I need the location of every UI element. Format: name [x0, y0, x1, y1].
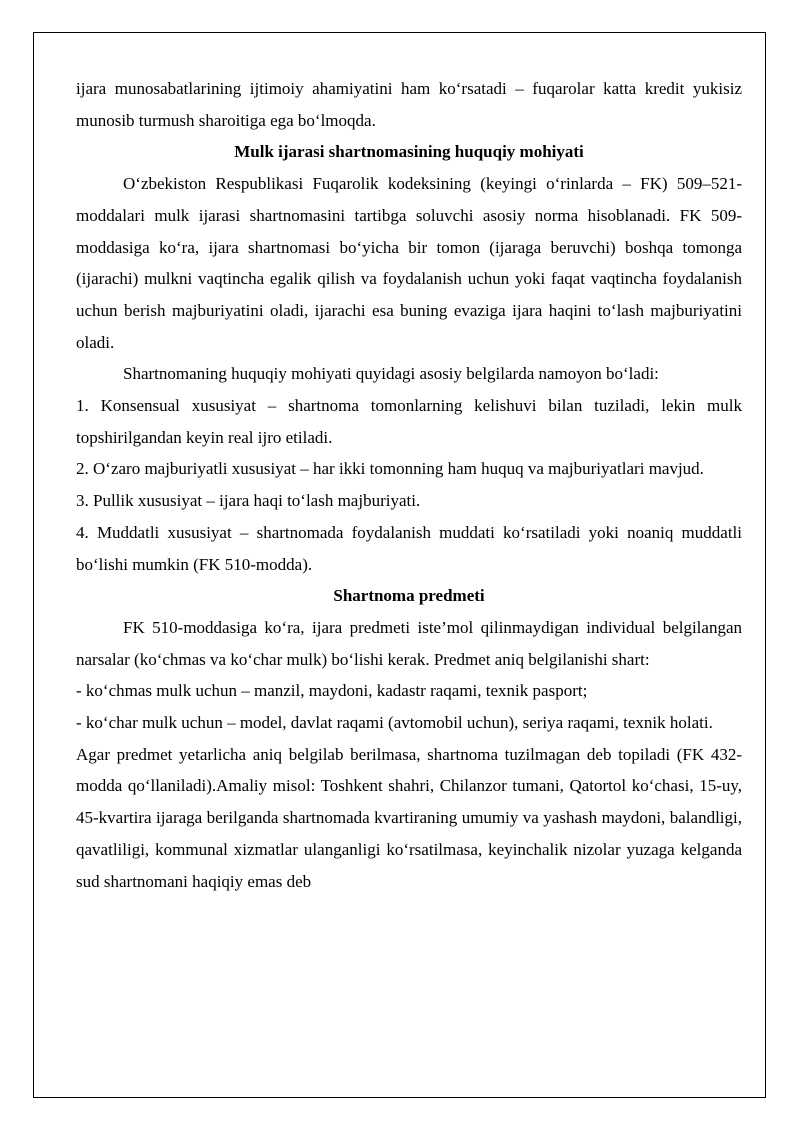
paragraph-example: Agar predmet yetarlicha aniq belgilab berilmasa, shartnoma tuzilmagan deb topiladi (FK 432-modda qo‘llaniladi).Amaliy misol: Toshkent shahri, Chilanzor tumani, Qatortol ko‘chasi, 15-uy, 45-kvartira ijaraga berilganda shartnomada kvartiraning umumiy va yashash maydoni, balandligi, qavatliligi, kommunal xizmatlar ulanganligi ko‘rsatilmasa, keyinchalik nizolar yuzaga kelganda sud shartnomani haqiqiy emas deb: [76, 744, 742, 891]
section-heading-subject: Shartnoma predmeti: [333, 586, 485, 606]
subject-item-immovable: - ko‘chmas mulk uchun – manzil, maydoni, kadastr raqami, texnik pasport;: [76, 681, 588, 701]
paragraph-features-intro: Shartnomaning huquqiy mohiyati quyidagi asosiy belgilarda namoyon bo‘ladi:: [123, 364, 659, 384]
document-body: [76, 73, 742, 897]
section-heading-legal-nature: Mulk ijarasi shartnomasining huquqiy mohiyati: [234, 142, 584, 162]
paragraph-intro: ijara munosabatlarining ijtimoiy ahamiyatini ham ko‘rsatadi – fuqarolar katta kredit yukisiz munosib turmush sharoitiga ega bo‘lmoqda.: [76, 79, 742, 130]
paragraph-subject: FK 510-moddasiga ko‘ra, ijara predmeti iste’mol qilinmaydigan individual belgilangan narsalar (ko‘chmas va ko‘char mulk) bo‘lishi kerak. Predmet aniq belgilanishi shart:: [76, 617, 742, 669]
feature-item-consensual: 1. Konsensual xususiyat – shartnoma tomonlarning kelishuvi bilan tuziladi, lekin mulk topshirilgandan keyin real ijro etiladi.: [76, 396, 742, 447]
feature-item-paid: 3. Pullik xususiyat – ijara haqi to‘lash majburiyati.: [76, 491, 421, 511]
subject-item-movable: - ko‘char mulk uchun – model, davlat raqami (avtomobil uchun), seriya raqami, texnik holati.: [76, 713, 713, 733]
feature-item-term: 4. Muddatli xususiyat – shartnomada foydalanish muddati ko‘rsatiladi yoki noaniq muddatli bo‘lishi mumkin (FK 510-modda).: [76, 522, 742, 574]
paragraph-civil-code: O‘zbekiston Respublikasi Fuqarolik kodeksining (keyingi o‘rinlarda – FK) 509–521-moddalari mulk ijarasi shartnomasini tartibga soluvchi asosiy norma hisoblanadi. FK 509-moddasiga ko‘ra, ijara shartnomasi bo‘yicha bir tomon (ijaraga beruvchi) boshqa tomonga (ijarachi) mulkni vaqtincha egalik qilish va foydalanish uchun yoki faqat vaqtincha foydalanish uchun berish majburiyatini oladi, ijarachi esa buning evaziga ijara haqini to‘lash majburiyatini oladi.: [76, 174, 742, 352]
feature-item-mutual: 2. O‘zaro majburiyatli xususiyat – har ikki tomonning ham huquq va majburiyatlari mavjud.: [76, 459, 704, 479]
